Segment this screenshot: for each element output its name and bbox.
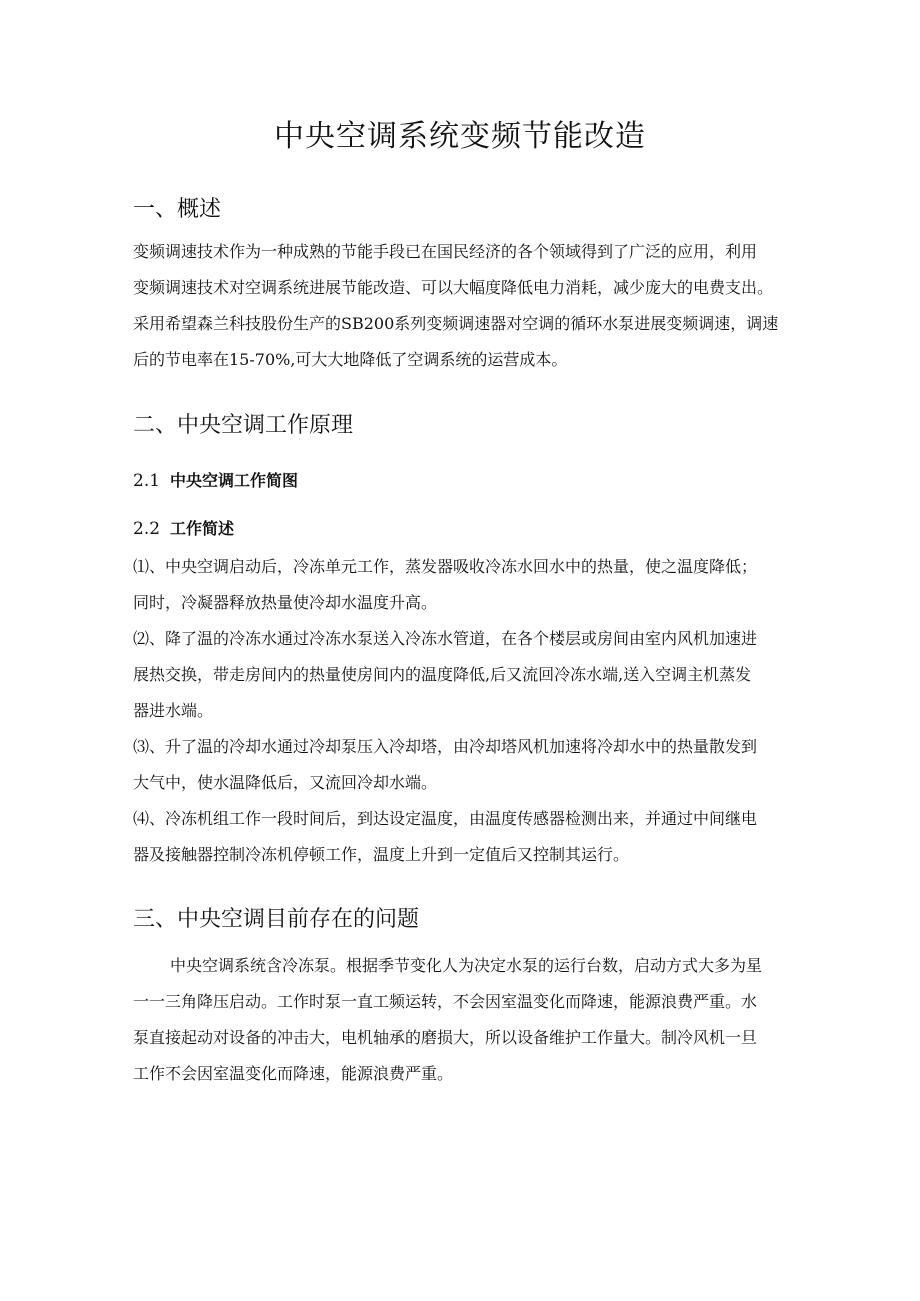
- paragraph-line: 一一三角降压启动。工作时泵一直工频运转，不会因室温变化而降速，能源浪费严重。水: [133, 992, 758, 1011]
- paragraph-line: 变频调速技术对空调系统进展节能改造、可以大幅度降低电力消耗，减少庞大的电费支出。: [133, 278, 774, 297]
- section-1-heading: 一、概述: [133, 197, 222, 222]
- document-title: 中央空调系统变频节能改造: [274, 119, 646, 154]
- subsection-number: 2.1: [133, 471, 161, 491]
- paragraph-line: 泵直接起动对设备的冲击大，电机轴承的磨损大，所以设备维护工作量大。制冷风机一旦: [133, 1028, 758, 1047]
- section-3-paragraph: [133, 948, 809, 1092]
- paragraph-line: 同时，冷凝器释放热量使冷却水温度升高。: [133, 593, 438, 612]
- paragraph-line: 器及接触器控制冷冻机停顿工作，温度上升到一定值后又控制其运行。: [133, 845, 630, 864]
- subsection-label: 中央空调工作简图: [170, 471, 299, 490]
- paragraph-line: 大气中，使水温降低后，又流回冷却水端。: [133, 773, 438, 792]
- paragraph-line: 器进水端。: [133, 701, 214, 720]
- paragraph-line: ⑷、冷冻机组工作一段时间后，到达设定温度，由温度传感器检测出来，并通过中间继电: [133, 809, 758, 828]
- subsection-2-2-heading: [133, 517, 234, 541]
- section-3-heading: 三、中央空调目前存在的问题: [133, 907, 420, 932]
- subsection-2-1-heading: [133, 469, 298, 493]
- paragraph-line: 工作不会因室温变化而降速，能源浪费严重。: [133, 1064, 454, 1083]
- paragraph-line: 后的节电率在15-70%,可大大地降低了空调系统的运营成本。: [133, 350, 568, 369]
- subsection-label: 工作简述: [170, 519, 235, 538]
- paragraph-line: 变频调速技术作为一种成熟的节能手段已在国民经济的各个领域得到了广泛的应用，利用: [133, 242, 758, 261]
- paragraph-line: 采用希望森兰科技股份生产的SB200系列变频调速器对空调的循环水泵进展变频调速，调速: [133, 314, 779, 333]
- section-2-paragraph: [133, 549, 809, 873]
- paragraph-line: ⑵、降了温的冷冻水通过冷冻水泵送入冷冻水管道，在各个楼层或房间由室内风机加速进: [133, 629, 758, 648]
- paragraph-line: ⑶、升了温的冷却水通过冷却泵压入冷却塔，由冷却塔风机加速将冷却水中的热量散发到: [133, 737, 758, 756]
- paragraph-line: ⑴、中央空调启动后，冷冻单元工作，蒸发器吸收冷冻水回水中的热量，使之温度降低；: [133, 557, 758, 576]
- section-1-paragraph: [133, 234, 809, 378]
- section-2-heading: 二、中央空调工作原理: [133, 413, 354, 438]
- subsection-number: 2.2: [133, 519, 161, 539]
- paragraph-line: 中央空调系统含冷冻泵。根据季节变化人为决定水泵的运行台数，启动方式大多为星: [170, 956, 763, 975]
- paragraph-line: 展热交换，带走房间内的热量使房间内的温度降低,后又流回冷冻水端,送入空调主机蒸发: [133, 665, 752, 684]
